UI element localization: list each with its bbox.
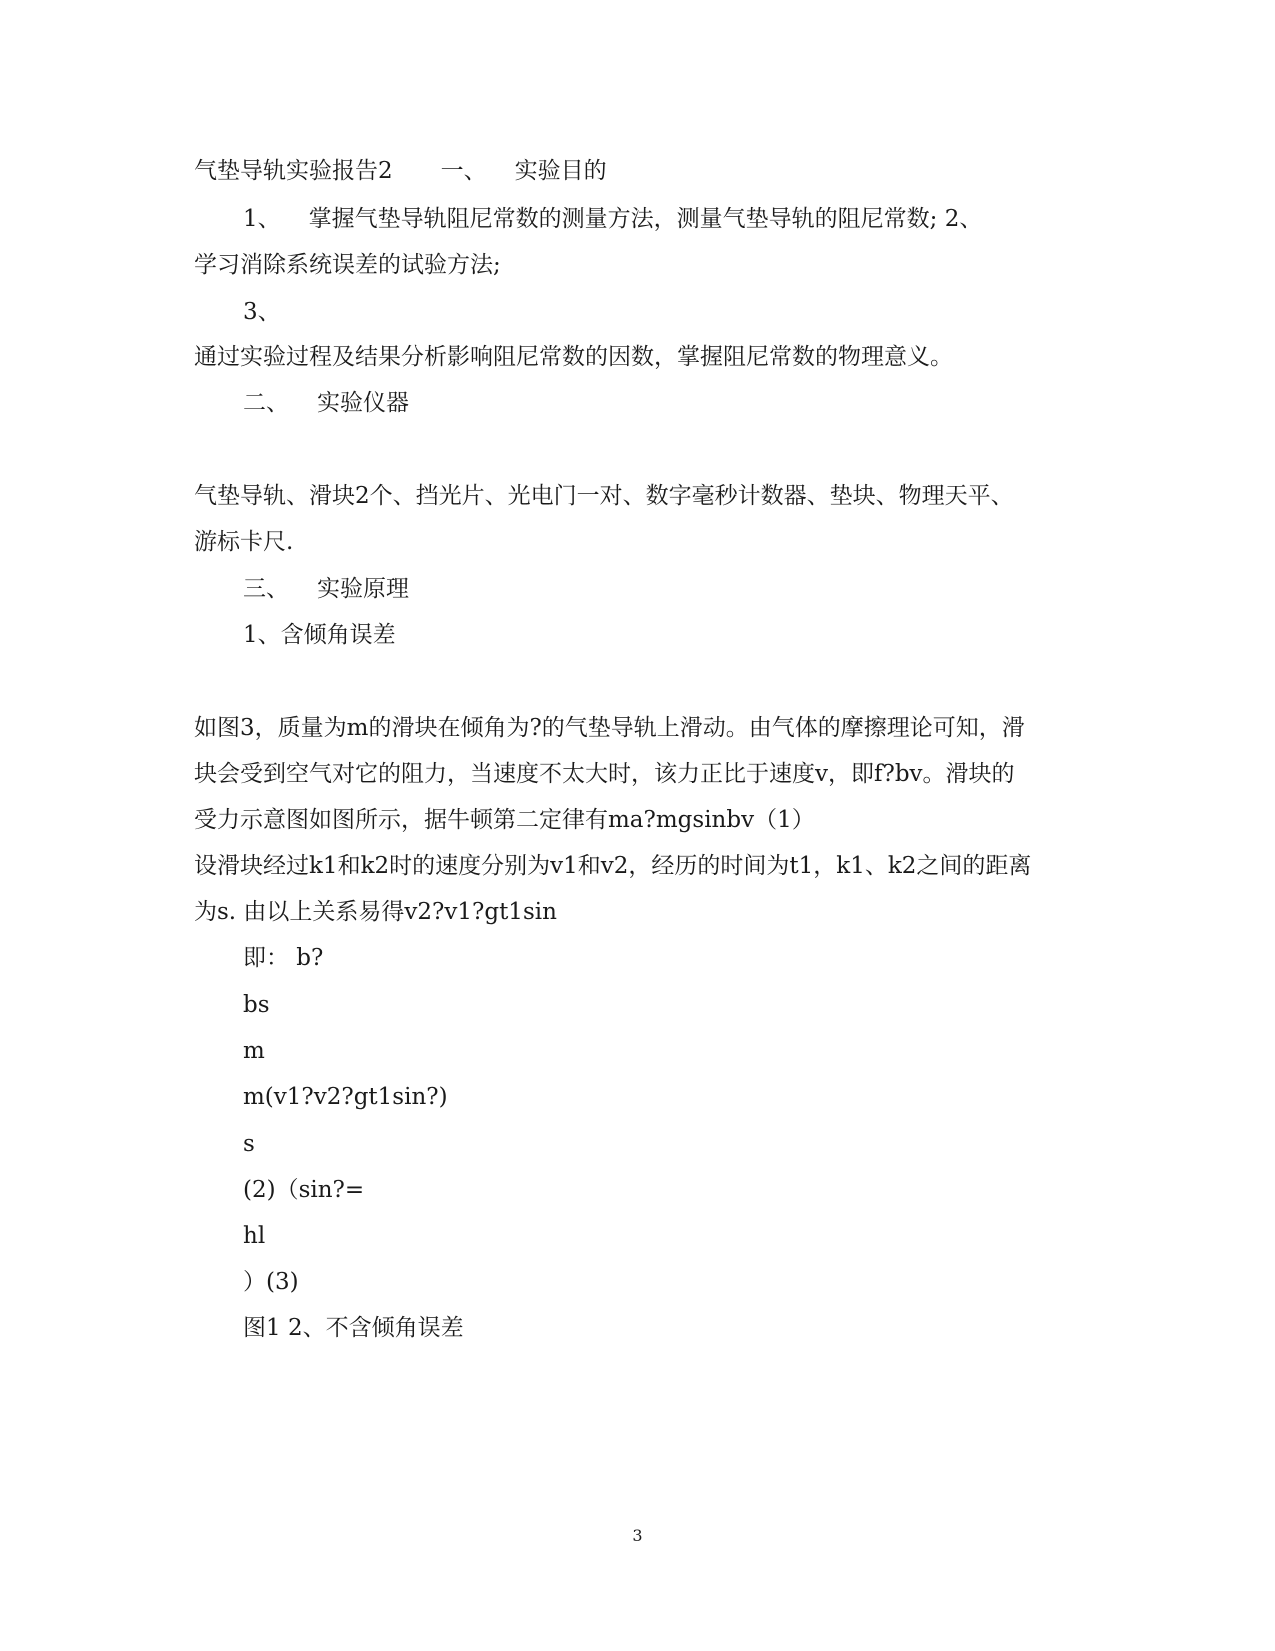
section1-title: 实验目的 (514, 158, 607, 184)
formula-line-7: hl (243, 1223, 266, 1249)
principle1-title: 1、含倾角误差 (243, 622, 396, 648)
formula-line-2: bs (243, 992, 270, 1018)
instruments-line-1: 气垫导轨、滑块2个、挡光片、光电门一对、数字毫秒计数器、垫块、物理天平、 (194, 483, 1014, 509)
para2-line-1: 设滑块经过k1和k2时的速度分别为v1和v2，经历的时间为t1，k1、k2之间的距离 (194, 853, 1032, 879)
section2-heading: 二、 (243, 390, 289, 416)
section3-heading-line (243, 574, 409, 604)
para1-line-2: 块会受到空气对它的阻力，当速度不太大时，该力正比于速度v，即f?bv。滑块的 (194, 761, 1015, 787)
page-number: 3 (632, 1526, 643, 1545)
section3-title: 实验原理 (317, 576, 409, 602)
formula-line-8: ）(3) (243, 1269, 299, 1295)
formula-line-4: m(v1?v2?gt1sin?) (243, 1084, 448, 1110)
figure-caption: 图1 2、不含倾角误差 (243, 1315, 464, 1341)
section2-title: 实验仪器 (317, 390, 409, 416)
section1-heading: 一、 (440, 158, 487, 184)
formula-line-5: s (243, 1131, 255, 1157)
aim3-text: 通过实验过程及结果分析影响阻尼常数的因数，掌握阻尼常数的物理意义。 (194, 344, 953, 370)
document-title: 气垫导轨实验报告2 (194, 158, 393, 184)
title-line (194, 156, 607, 186)
formula-line-6: (2)（sin?= (243, 1177, 365, 1203)
para2-line-2: 为s. 由以上关系易得v2?v1?gt1sin (194, 899, 557, 925)
instruments-line-2: 游标卡尺. (194, 529, 294, 555)
aim1-text: 掌握气垫导轨阻尼常数的测量方法，测量气垫导轨的阻尼常数; 2、 (308, 206, 983, 232)
para1-line-1: 如图3，质量为m的滑块在倾角为?的气垫导轨上滑动。由气体的摩擦理论可知，滑 (194, 715, 1025, 741)
aim3-number: 3、 (243, 299, 281, 325)
aim2-text: 学习消除系统误差的试验方法; (194, 252, 501, 278)
section3-heading: 三、 (243, 576, 289, 602)
formula-line-1: 即： b? (243, 945, 324, 971)
aim1-number: 1、 (243, 206, 281, 232)
aim1-line (243, 204, 982, 234)
formula-line-3: m (243, 1038, 265, 1064)
section2-heading-line (243, 388, 409, 418)
para1-line-3: 受力示意图如图所示，据牛顿第二定律有ma?mgsinbv（1） (194, 807, 815, 833)
